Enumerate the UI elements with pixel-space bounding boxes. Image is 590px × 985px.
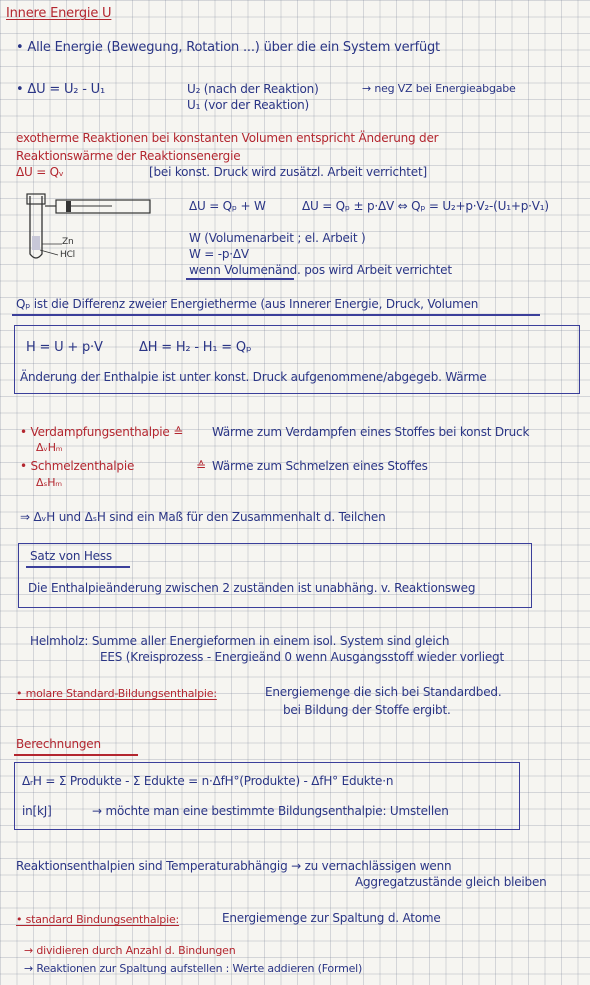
schmelz-label: • Schmelzenthalpie (20, 459, 135, 473)
hess-statement: Die Enthalpieänderung zwischen 2 zuständen ist unabhäng. v. Reaktionsweg (28, 581, 476, 595)
berechnungen-heading: Berechnungen (16, 737, 101, 751)
delta-u-formula: • ΔU = U₂ - U₁ (16, 82, 105, 97)
konst-druck-note: [bei konst. Druck wird zusätzl. Arbeit verrichtet] (149, 165, 427, 179)
aggregate-note: Aggregatzustände gleich bleiben (355, 875, 547, 889)
volume-change-note: wenn Volumenänd. pos wird Arbeit verrichtet (189, 263, 452, 277)
exotherm-line-2: Reaktionswärme der Reaktionsenergie (16, 149, 241, 163)
temperature-note: Reaktionsenthalpien sind Temperaturabhängig → zu vernachlässigen wenn (16, 859, 452, 873)
berechnungen-underline (14, 754, 138, 756)
reaction-enthalpy-formula: ΔᵣH = Σ Produkte - Σ Edukte = n·ΔfH°(Produkte) - ΔfH° Edukte·n (22, 774, 394, 788)
u2-note: U₂ (nach der Reaktion) (187, 82, 319, 96)
exotherm-line-1: exotherme Reaktionen bei konstanten Volumen entspricht Änderung der (16, 131, 439, 145)
verdampfung-desc: Wärme zum Verdampfen eines Stoffes bei konst Druck (212, 425, 530, 439)
delta-h-formula: ΔH = H₂ - H₁ = Qₚ (139, 340, 252, 355)
work-formula: W = -p·ΔV (189, 247, 249, 261)
calculation-box (14, 762, 520, 830)
volume-work-note: W (Volumenarbeit ; el. Arbeit ) (189, 231, 366, 245)
bindungsenthalpie-desc: Energiemenge zur Spaltung d. Atome (222, 911, 441, 925)
molare-bildungsenthalpie-desc-2: bei Bildung der Stoffe ergibt. (283, 703, 451, 717)
line-definition: • Alle Energie (Bewegung, Rotation ...) über die ein System verfügt (16, 40, 440, 55)
verdampfung-symbol: ΔᵥHₘ (36, 441, 63, 454)
split-reactions-note: → Reaktionen zur Spaltung aufstellen : Werte addieren (Formel) (24, 962, 363, 975)
enthalpy-definition: H = U + p·V (26, 340, 103, 355)
hess-title: Satz von Hess (30, 549, 112, 563)
underline (12, 314, 540, 316)
zn-label: Zn (62, 237, 74, 247)
helmholz-line: Helmholz: Summe aller Energieformen in einem isol. System sind gleich (30, 634, 450, 648)
u1-note: U₁ (vor der Reaktion) (187, 98, 309, 112)
schmelz-desc: Wärme zum Schmelzen eines Stoffes (212, 459, 428, 473)
rearrange-note: → möchte man eine bestimmte Bildungsenthalpie: Umstellen (92, 804, 449, 818)
hcl-label: HCl (60, 250, 75, 260)
formula-du-qp-pdv: ΔU = Qₚ ± p·ΔV ⇔ Qₚ = U₂+p·V₂-(U₁+p·V₁) (302, 199, 549, 213)
divide-bonds-note: → dividieren durch Anzahl d. Bindungen (24, 944, 236, 957)
enthalpy-change-note: Änderung der Enthalpie ist unter konst. Druck aufgenommene/abgegeb. Wärme (20, 370, 487, 384)
bindungsenthalpie-label: • standard Bindungsenthalpie: (16, 913, 180, 926)
page-title: Innere Energie U (6, 6, 112, 21)
schmelz-symbol: ΔₛHₘ (36, 476, 62, 489)
molare-bildungsenthalpie-desc: Energiemenge die sich bei Standardbed. (265, 685, 502, 699)
test-tube-piston-sketch (22, 192, 162, 264)
cohesion-note: ⇒ ΔᵥH und ΔₛH sind ein Maß für den Zusammenhalt d. Teilchen (20, 510, 386, 524)
formula-du-qp-w: ΔU = Qₚ + W (189, 199, 266, 213)
verdampfung-label: • Verdampfungsenthalpie ≙ (20, 425, 184, 439)
sign-note: → neg VZ bei Energieabgabe (362, 82, 516, 95)
unit-label: in[kJ] (22, 804, 52, 818)
delta-u-qv: ΔU = Qᵥ (16, 165, 64, 179)
ees-line: EES (Kreisprozess - Energieänd 0 wenn Ausgangsstoff wieder vorliegt (100, 650, 504, 664)
underline (186, 278, 294, 280)
hess-title-underline (26, 566, 130, 568)
molare-bildungsenthalpie-label: • molare Standard-Bildungsenthalpie: (16, 687, 217, 700)
qp-difference: Qₚ ist die Differenz zweier Energietherme (aus Innerer Energie, Druck, Volumen (16, 297, 479, 311)
schmelz-corresponds: ≙ (196, 459, 206, 473)
